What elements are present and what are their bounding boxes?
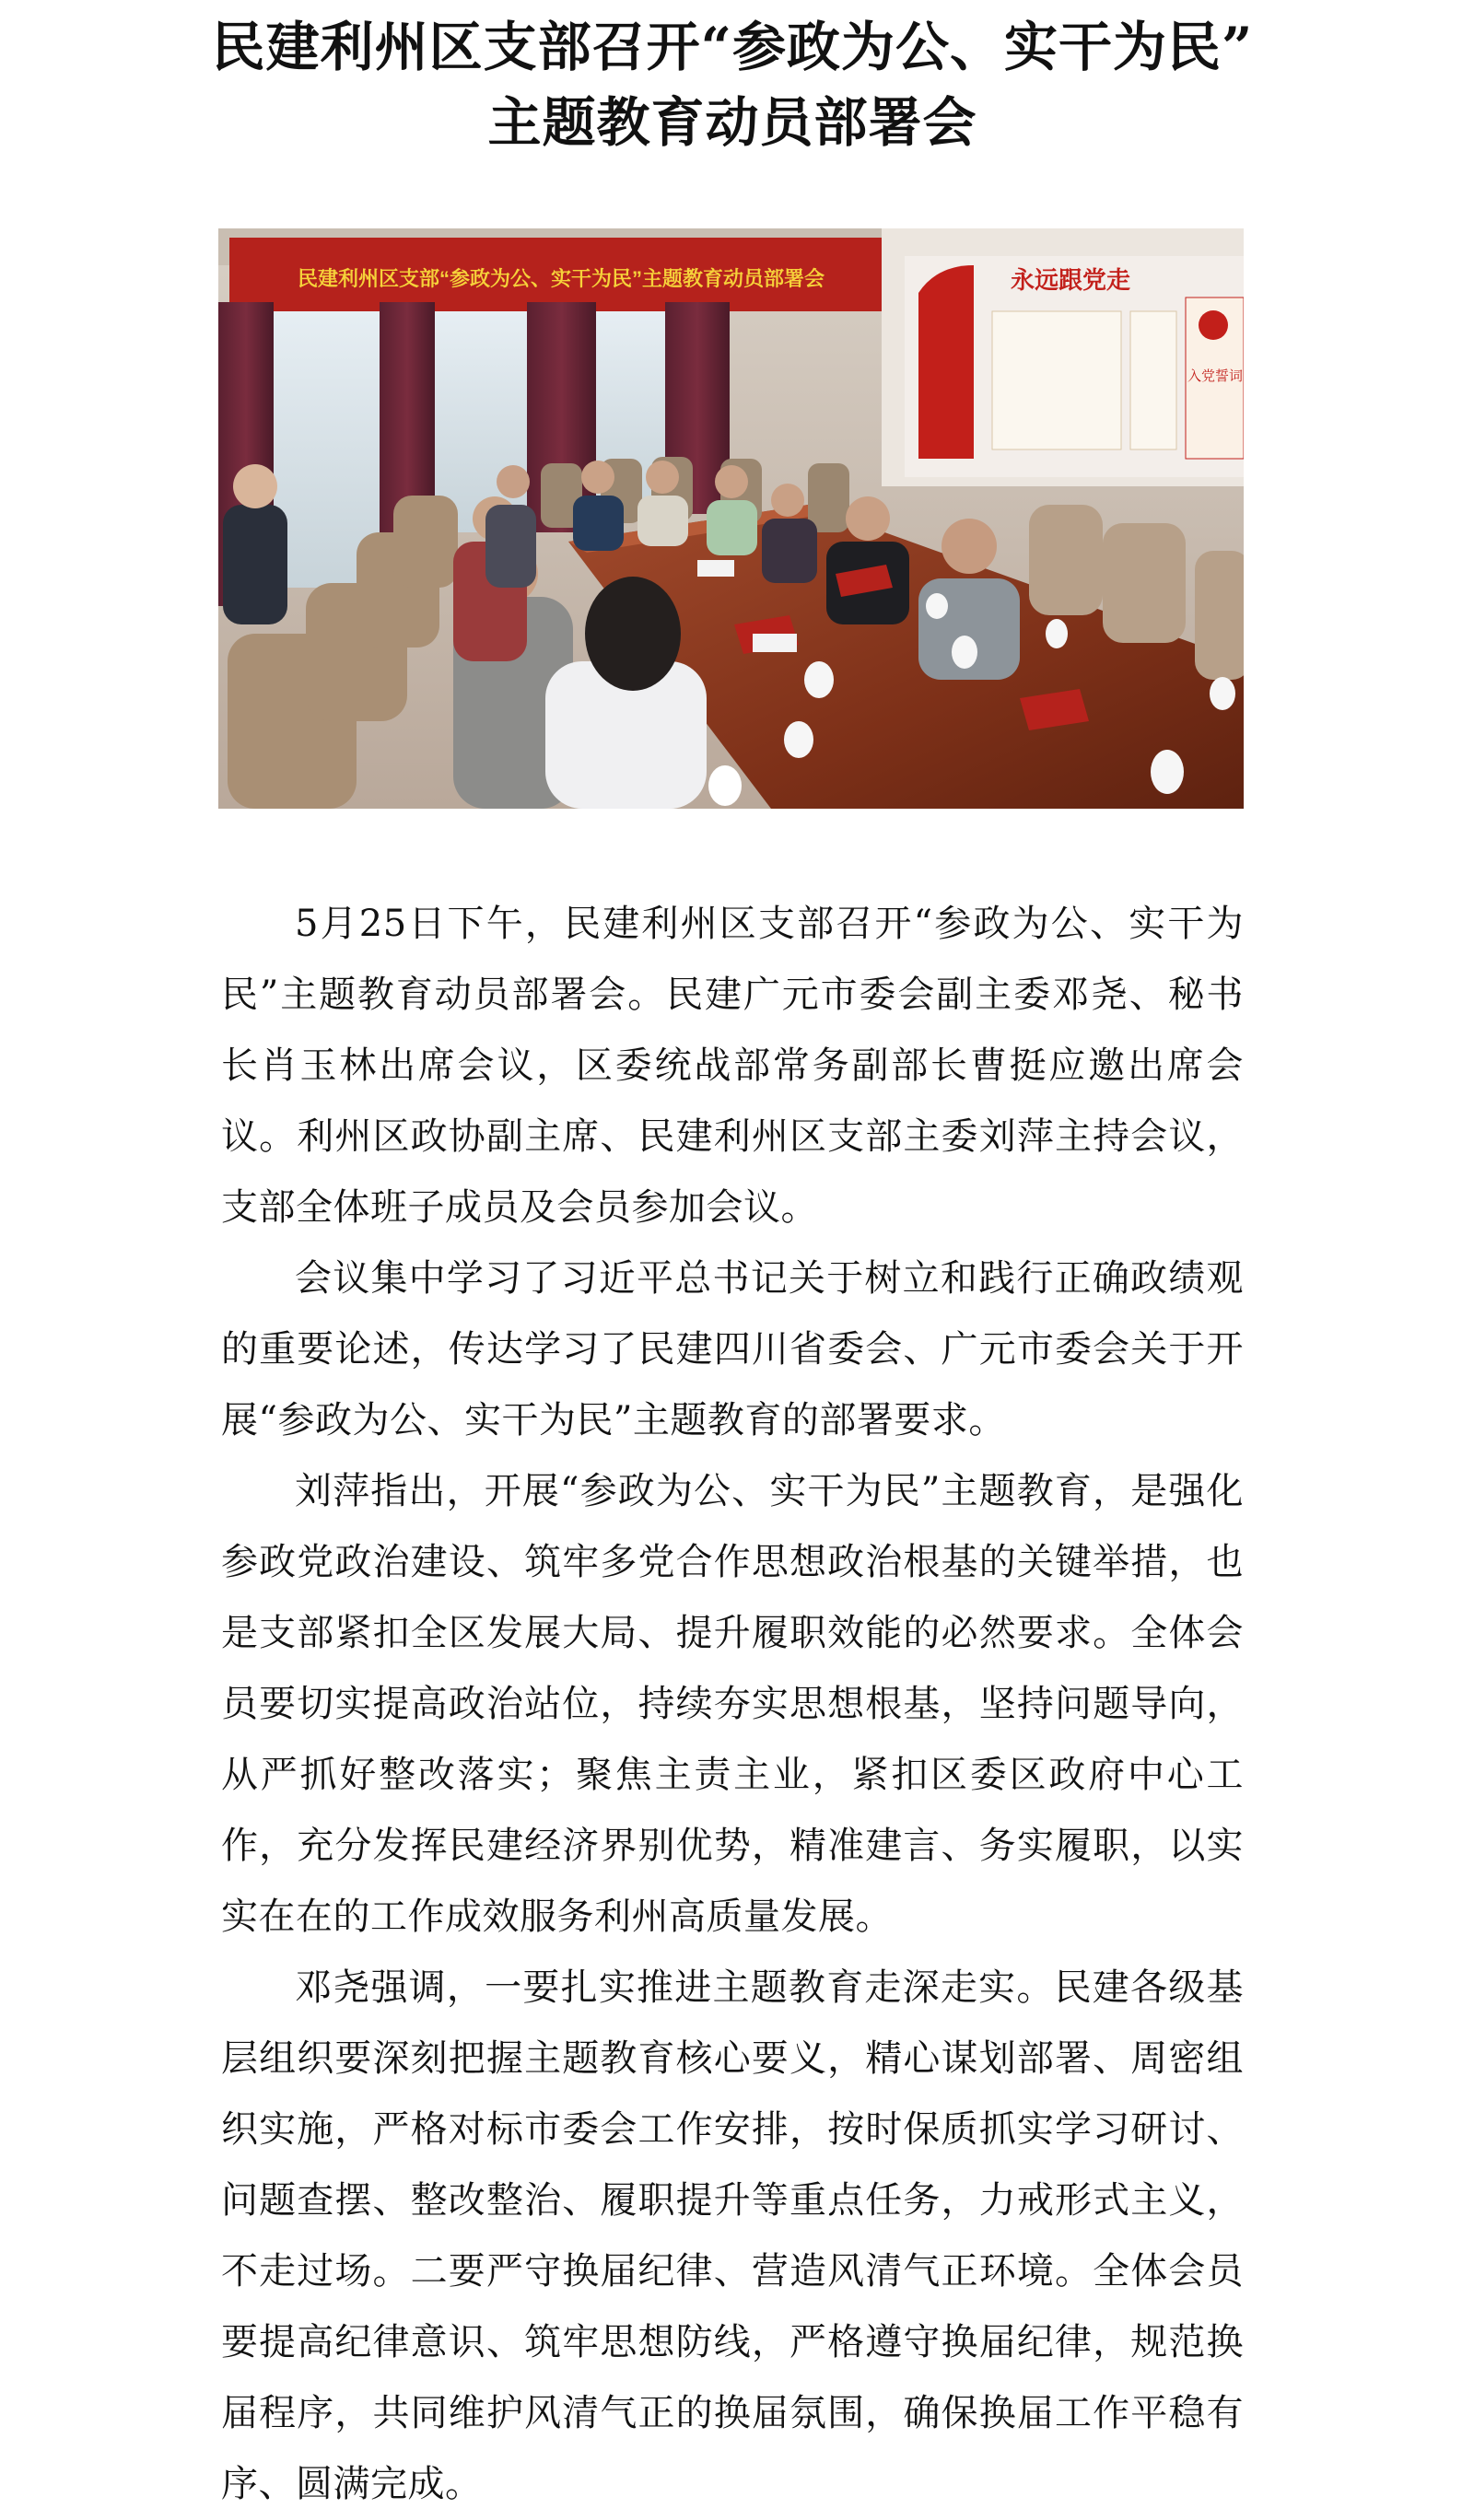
wall-slogan: 永远跟党走 [1011, 266, 1131, 294]
meeting-photo [218, 228, 1244, 809]
article-paragraph-2: 会议集中学习了习近平总书记关于树立和践行正确政绩观的重要论述，传达学习了民建四川省委会、广元市委会关于开展“参政为公、实干为民”主题教育的部署要求。 [221, 1257, 1244, 1441]
board-label: 入党誓词 [1187, 368, 1244, 384]
article-paragraph-1: 5月25日下午，民建利州区支部召开“参政为公、实干为民”主题教育动员部署会。民建广元市委会副主委邓尧、秘书长肖玉林出席会议，区委统战部常务副部长曹挺应邀出席会议。利州区政协副主席、民建利州区支部主委刘萍主持会议，支部全体班子成员及会员参加会议。 [221, 903, 1244, 1229]
banner-text: 民建利州区支部“参政为公、实干为民”主题教育动员部署会 [297, 267, 825, 290]
article-body [221, 889, 1244, 2520]
article-title-line-1: 民建利州区支部召开“参政为公、实干为民” [211, 16, 1254, 78]
article-paragraph-4: 邓尧强调，一要扎实推进主题教育走深走实。民建各级基层组织要深刻把握主题教育核心要义，精心谋划部署、周密组织实施，严格对标市委会工作安排，按时保质抓实学习研讨、问题查摆、整改整治、履职提升等重点任务，力戒形式主义，不走过场。二要严守换届纪律、营造风清气正环境。全体会员要提高纪律意识、筑牢思想防线，严格遵守换届纪律，规范换届程序，共同维护风清气正的换届氛围，确保换届工作平稳有序、圆满完成。 [221, 1966, 1244, 2505]
article-title [184, 9, 1281, 160]
article-paragraph-3: 刘萍指出，开展“参政为公、实干为民”主题教育，是强化参政党政治建设、筑牢多党合作思想政治根基的关键举措，也是支部紧扣全区发展大局、提升履职效能的必然要求。全体会员要切实提高政治站位，持续夯实思想根基，坚持问题导向，从严抓好整改落实；聚焦主责主业，紧扣区委区政府中心工作，充分发挥民建经济界别优势，精准建言、务实履职，以实实在在的工作成效服务利州高质量发展。 [221, 1470, 1244, 1938]
article-title-line-2: 主题教育动员部署会 [487, 91, 977, 154]
